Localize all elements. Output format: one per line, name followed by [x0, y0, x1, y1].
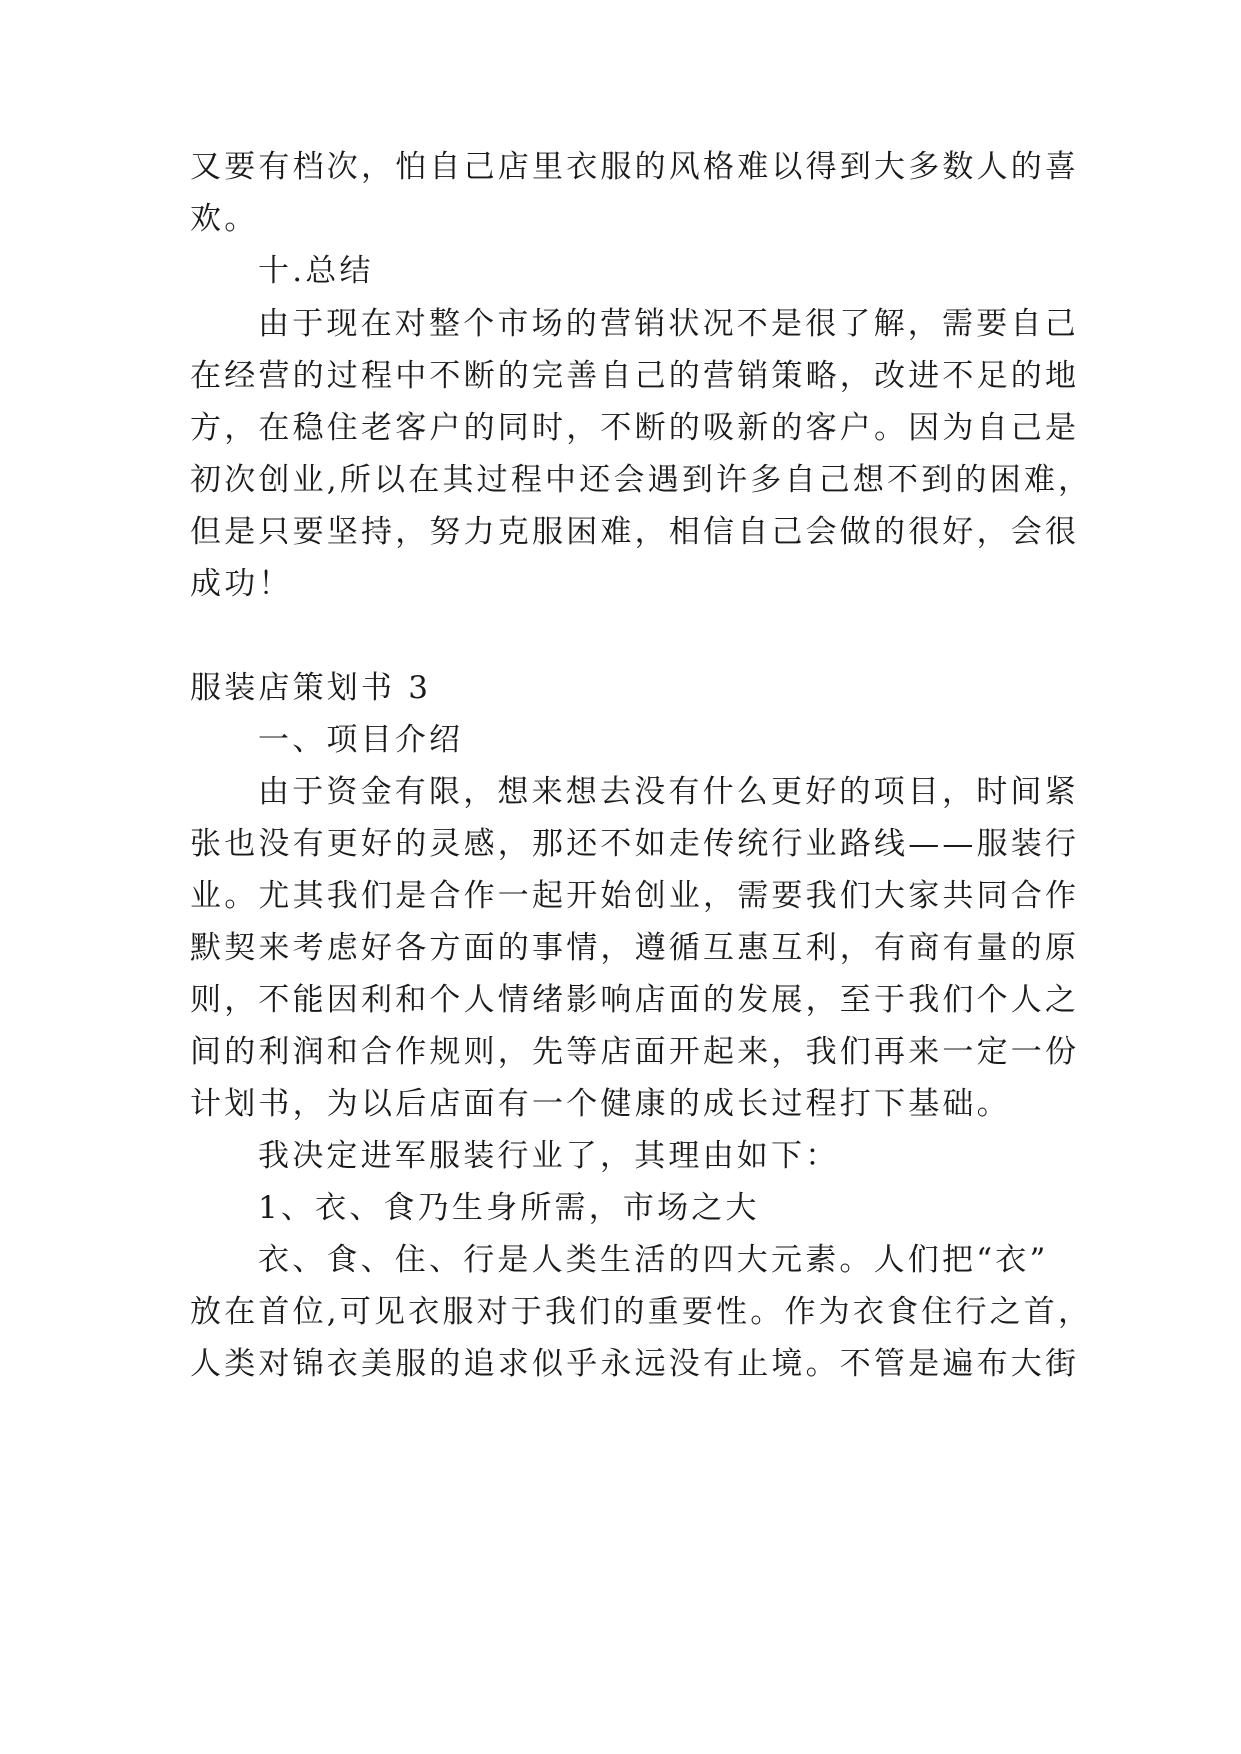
paragraph-line: 张也没有更好的灵感，那还不如走传统行业路线——服装行: [190, 826, 1080, 862]
document-title: 服装店策划书 3: [190, 670, 432, 706]
paragraph-line: 计划书，为以后店面有一个健康的成长过程打下基础。: [190, 1086, 1011, 1122]
paragraph-line: 在经营的过程中不断的完善自己的营销策略，改进不足的地: [190, 358, 1080, 394]
paragraph-line: 成功！: [190, 566, 293, 602]
paragraph-line: 初次创业,所以在其过程中还会遇到许多自己想不到的困难，: [190, 462, 1093, 498]
paragraph-line: 默契来考虑好各方面的事情，遵循互惠互利，有商有量的原: [190, 930, 1080, 966]
paragraph-line: 由于资金有限，想来想去没有什么更好的项目，时间紧: [258, 774, 1079, 810]
paragraph-line: 业。尤其我们是合作一起开始创业，需要我们大家共同合作: [190, 878, 1080, 914]
section-heading-intro: 一、项目介绍: [258, 722, 464, 758]
paragraph-line: 但是只要坚持，努力克服困难，相信自己会做的很好，会很: [190, 514, 1080, 550]
paragraph-line: 由于现在对整个市场的营销状况不是很了解，需要自己: [258, 306, 1079, 342]
section-heading-summary: 十.总结: [258, 253, 374, 289]
paragraph-line: 人类对锦衣美服的追求似乎永远没有止境。不管是遍布大街: [190, 1346, 1080, 1382]
paragraph-line: 间的利润和合作规则，先等店面开起来，我们再来一定一份: [190, 1034, 1080, 1070]
list-item-heading: 1、衣、食乃生身所需，市场之大: [258, 1190, 760, 1226]
paragraph-line: 衣、食、住、行是人类生活的四大元素。人们把“衣”: [258, 1242, 1049, 1278]
paragraph-line: 欢。: [190, 201, 259, 237]
paragraph-line: 放在首位,可见衣服对于我们的重要性。作为衣食住行之首，: [190, 1294, 1093, 1330]
paragraph-line: 我决定进军服装行业了，其理由如下：: [258, 1138, 840, 1174]
paragraph-line: 方，在稳住老客户的同时，不断的吸新的客户。因为自己是: [190, 410, 1080, 446]
paragraph-line: 又要有档次，怕自己店里衣服的风格难以得到大多数人的喜: [190, 149, 1080, 185]
paragraph-line: 则，不能因利和个人情绪影响店面的发展，至于我们个人之: [190, 982, 1080, 1018]
